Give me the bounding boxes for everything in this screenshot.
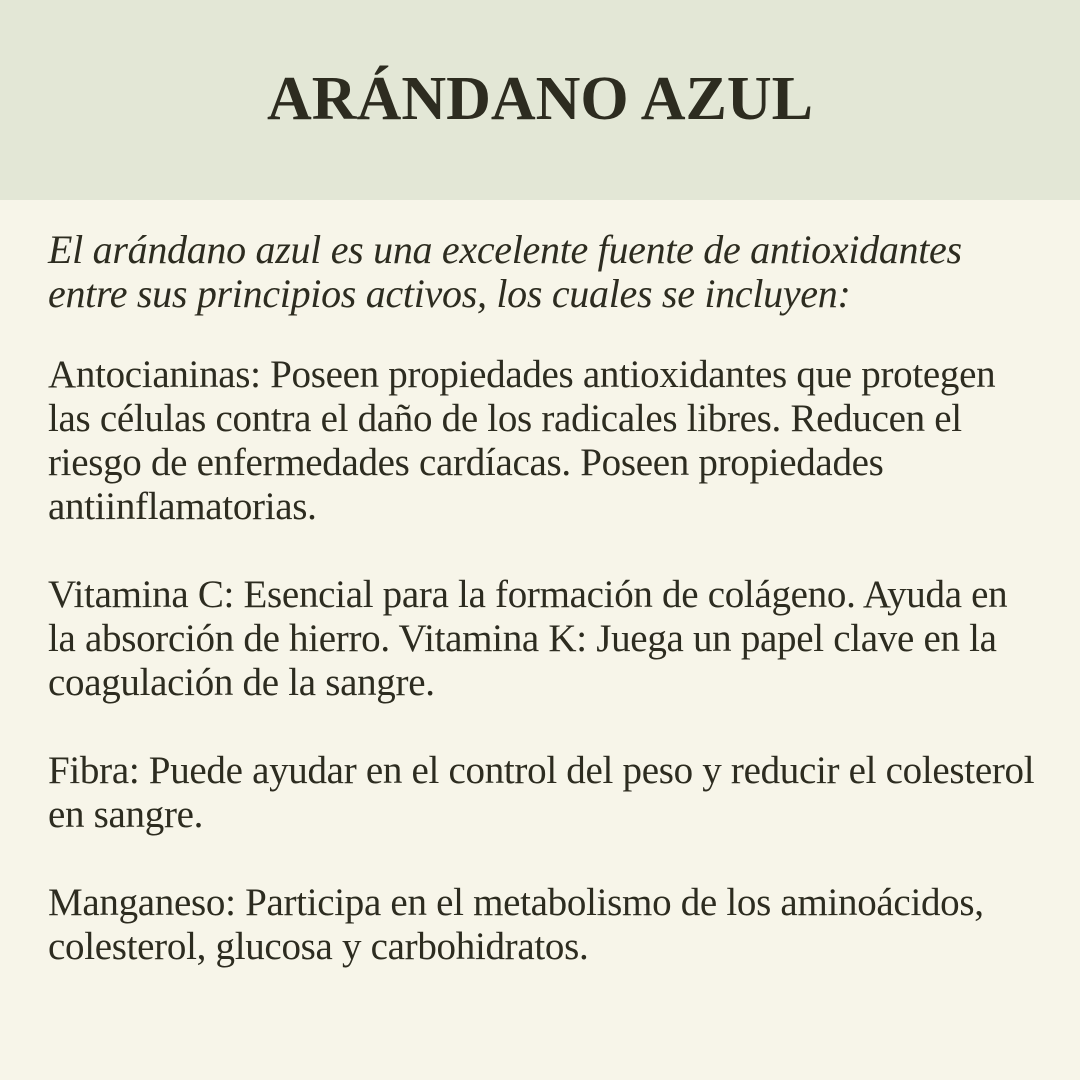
nutrient-paragraph-vitaminas: Vitamina C: Esencial para la formación de colágeno. Ayuda en la absorción de hierro. Vitamina K: Juega un papel clave en la coagulación de la sangre. xyxy=(48,573,1008,704)
page-title: ARÁNDANO AZUL xyxy=(267,65,813,133)
nutrient-paragraph-antocianinas: Antocianinas: Poseen propiedades antioxidantes que protegen las células contra el daño de los radicales libres. Reducen el riesgo de enfermedades cardíacas. Poseen propiedades antiinflamatorias. xyxy=(48,353,996,528)
nutrient-paragraph-manganeso: Manganeso: Participa en el metabolismo de los aminoácidos, colesterol, glucosa y carbohidratos. xyxy=(48,881,984,968)
content-area xyxy=(48,228,1038,969)
header-banner xyxy=(0,0,1080,200)
nutrient-paragraph-fibra: Fibra: Puede ayudar en el control del peso y reducir el colesterol en sangre. xyxy=(48,749,1035,836)
intro-text: El arándano azul es una excelente fuente de antioxidantes entre sus principios activos, los cuales se incluyen: xyxy=(48,227,962,316)
